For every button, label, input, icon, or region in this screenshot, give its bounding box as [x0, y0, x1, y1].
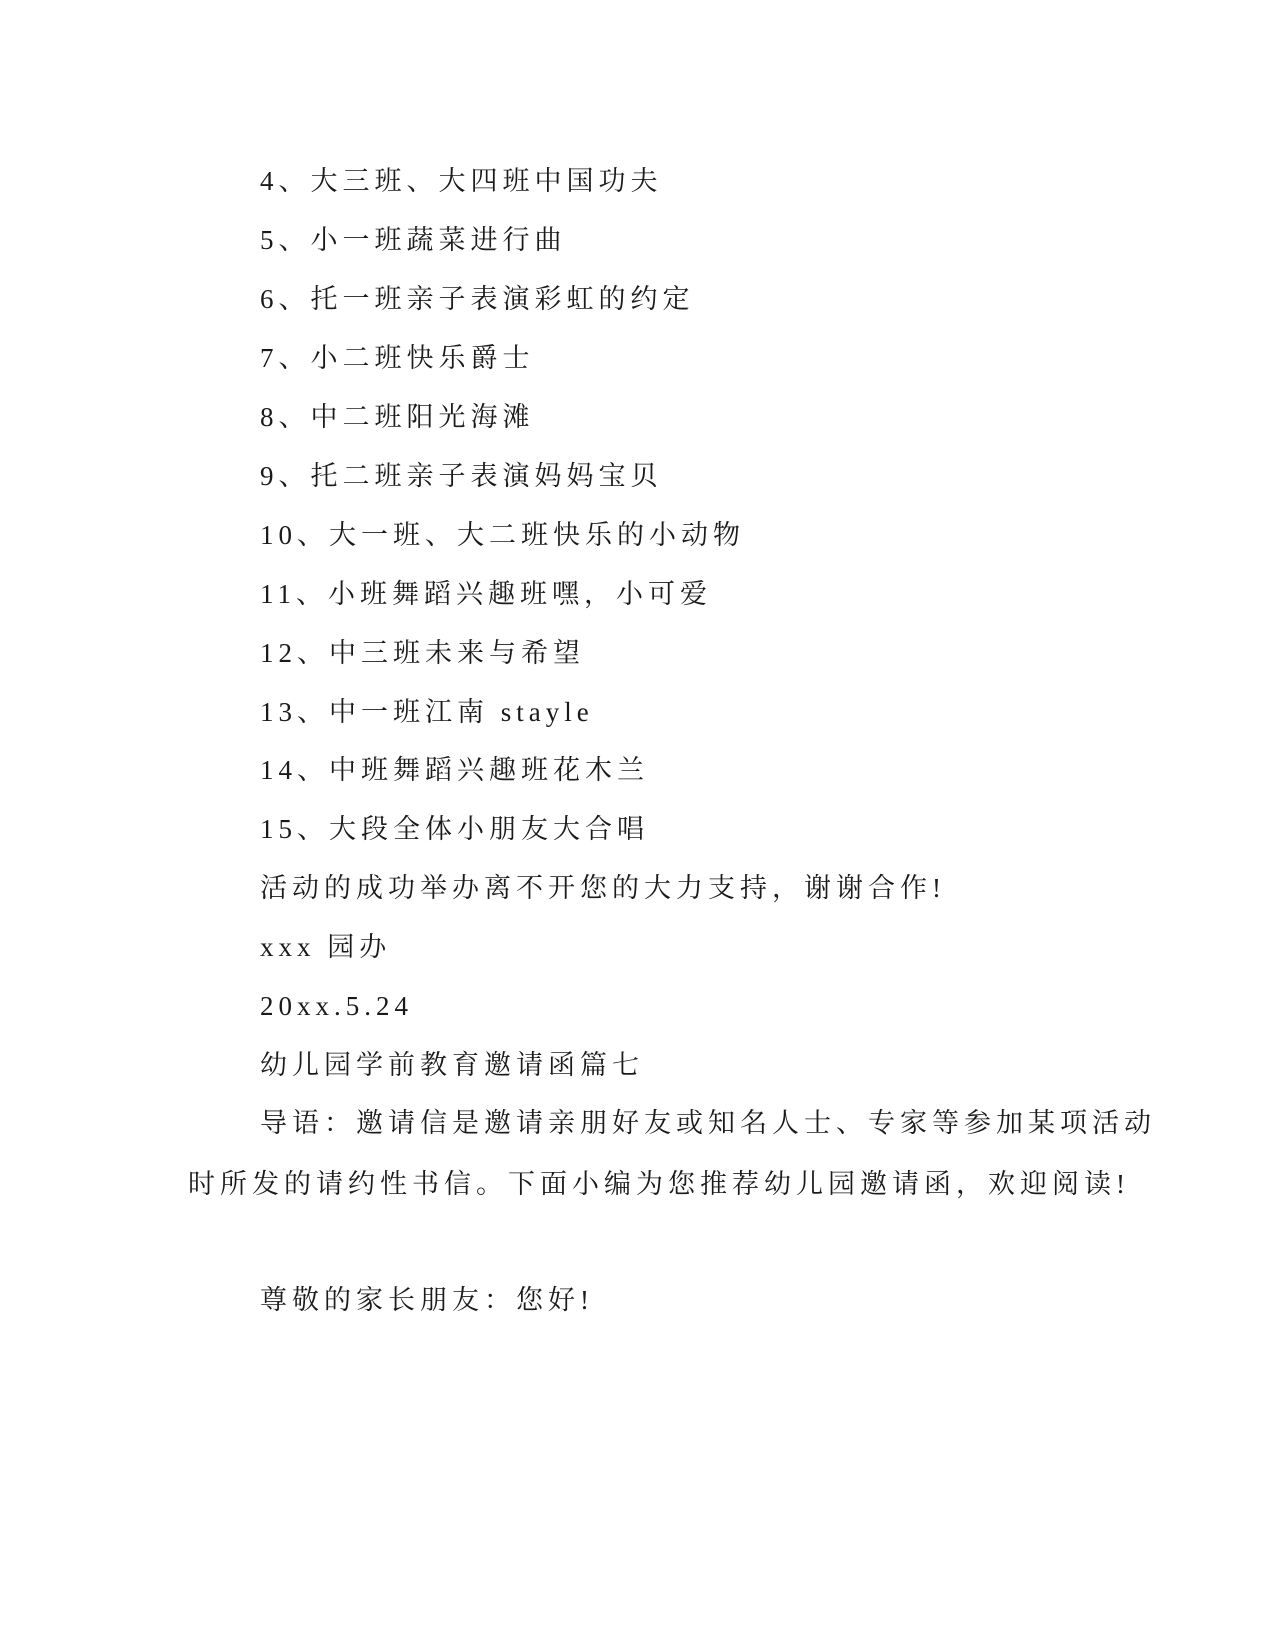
- program-item: 6、托一班亲子表演彩虹的约定: [260, 284, 695, 314]
- program-item: 7、小二班快乐爵士: [260, 343, 535, 373]
- program-item: 11、小班舞蹈兴趣班嘿，小可爱: [260, 579, 712, 609]
- program-item: 9、托二班亲子表演妈妈宝贝: [260, 461, 663, 491]
- program-item: 10、大一班、大二班快乐的小动物: [260, 520, 745, 550]
- greeting: 尊敬的家长朋友：您好!: [260, 1285, 594, 1315]
- date: 20xx.5.24: [260, 991, 413, 1021]
- program-item: 8、中二班阳光海滩: [260, 402, 535, 432]
- intro-paragraph: [188, 1105, 1156, 1202]
- intro-line: 时所发的请约性书信。下面小编为您推荐幼儿园邀请函，欢迎阅读!: [188, 1169, 1130, 1199]
- program-item: 15、大段全体小朋友大合唱: [260, 814, 649, 844]
- program-item: 4、大三班、大四班中国功夫: [260, 166, 663, 196]
- sender: xxx 园办: [260, 932, 392, 962]
- program-item: 5、小一班蔬菜进行曲: [260, 225, 567, 255]
- program-item: 14、中班舞蹈兴趣班花木兰: [260, 755, 649, 785]
- closing-text: 活动的成功举办离不开您的大力支持，谢谢合作!: [260, 873, 946, 903]
- program-item: 13、中一班江南 stayle: [260, 697, 594, 727]
- program-item: 12、中三班未来与希望: [260, 638, 585, 668]
- intro-line: 导语：邀请信是邀请亲朋好友或知名人士、专家等参加某项活动: [260, 1108, 1156, 1138]
- section-title: 幼儿园学前教育邀请函篇七: [260, 1050, 644, 1080]
